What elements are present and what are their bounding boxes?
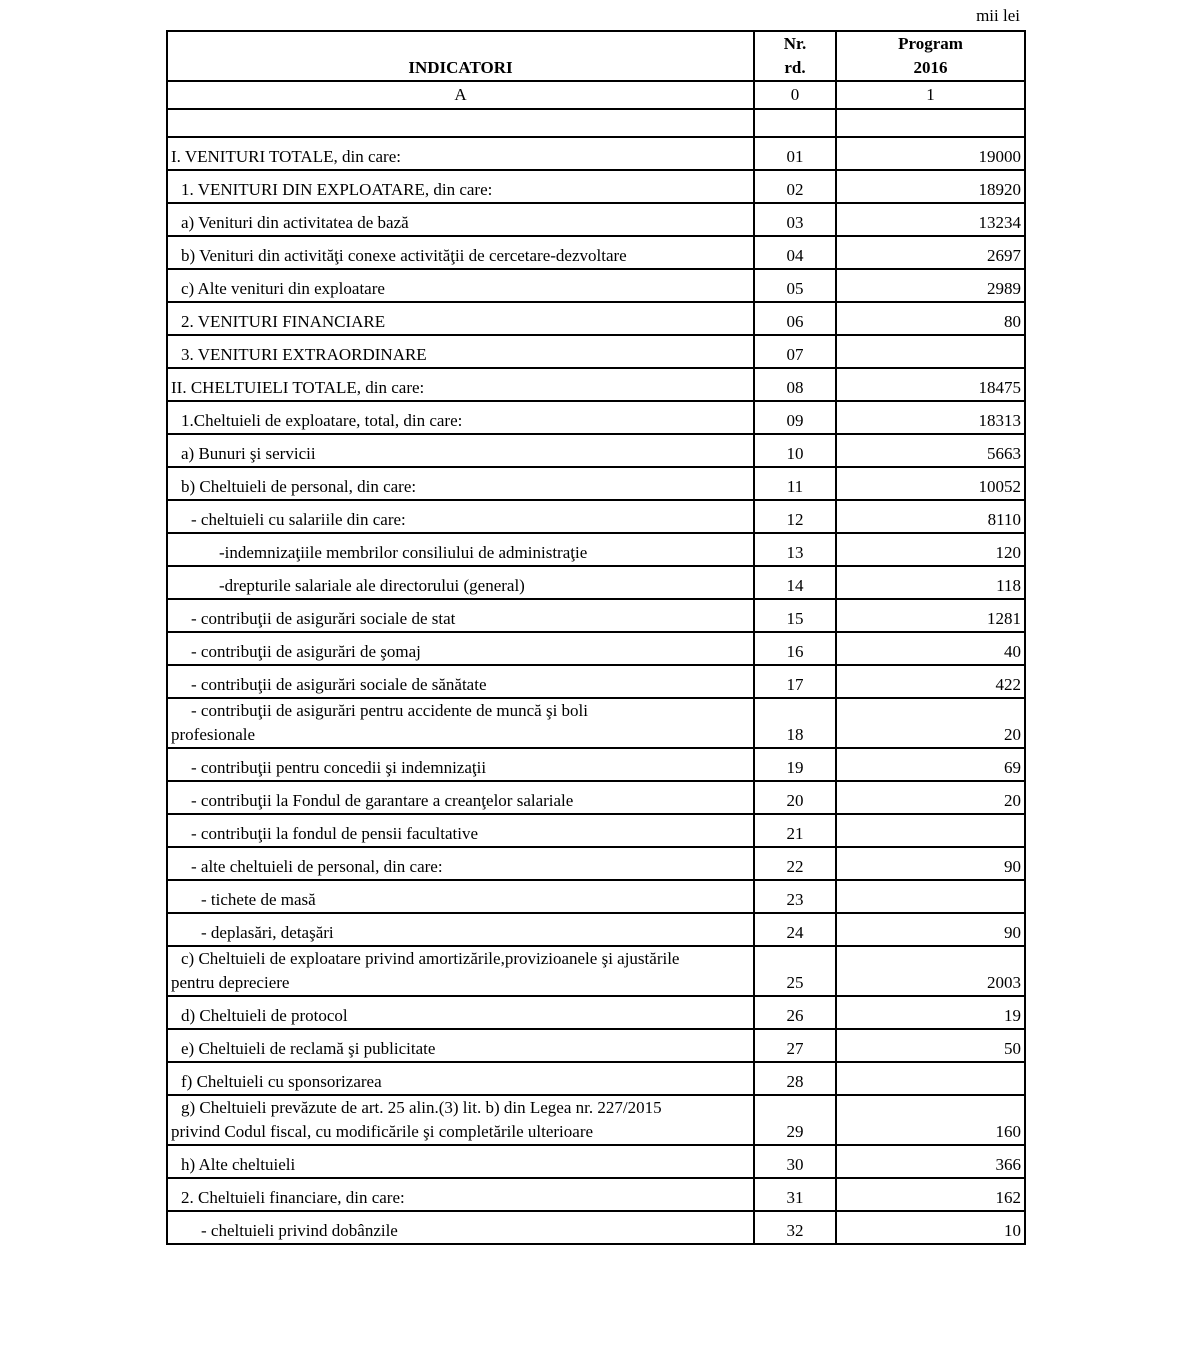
row-number: 16: [754, 632, 836, 665]
column-index-a: A: [167, 81, 754, 109]
indicator-label: 3. VENITURI EXTRAORDINARE: [167, 335, 754, 368]
row-number: 03: [754, 203, 836, 236]
program-value: 20: [836, 781, 1025, 814]
indicator-label: a) Venituri din activitatea de bază: [167, 203, 754, 236]
indicator-label: -indemnizaţiile membrilor consiliului de administraţie: [167, 533, 754, 566]
program-value: 90: [836, 847, 1025, 880]
row-number: 09: [754, 401, 836, 434]
table-row: [167, 533, 1025, 566]
program-value: [836, 335, 1025, 368]
indicator-label: - cheltuieli privind dobânzile: [167, 1211, 754, 1244]
indicator-label: h) Alte cheltuieli: [167, 1145, 754, 1178]
program-value: 10052: [836, 467, 1025, 500]
indicator-label: - contribuţii de asigurări pentru accidente de muncă şi boli profesionale: [167, 698, 754, 748]
program-value: 118: [836, 566, 1025, 599]
table-row: [167, 335, 1025, 368]
program-value: 90: [836, 913, 1025, 946]
table-body: [167, 81, 1025, 1244]
table-row: [167, 880, 1025, 913]
program-value: 20: [836, 698, 1025, 748]
indicator-label: 2. Cheltuieli financiare, din care:: [167, 1178, 754, 1211]
blank-row: [167, 109, 1025, 137]
program-value: [836, 814, 1025, 847]
indicator-label: g) Cheltuieli prevăzute de art. 25 alin.(3) lit. b) din Legea nr. 227/2015 privind Codul fiscal, cu modificările şi completările ulterioare: [167, 1095, 754, 1145]
table-row: [167, 236, 1025, 269]
program-value: 2003: [836, 946, 1025, 996]
indicator-label: - contribuţii la Fondul de garantare a creanţelor salariale: [167, 781, 754, 814]
indicator-label: I. VENITURI TOTALE, din care:: [167, 137, 754, 170]
table-row: [167, 1145, 1025, 1178]
blank-cell: [836, 109, 1025, 137]
row-number: 30: [754, 1145, 836, 1178]
blank-cell: [754, 109, 836, 137]
table-row: [167, 302, 1025, 335]
row-number: 08: [754, 368, 836, 401]
table-row: [167, 1029, 1025, 1062]
indicator-label: a) Bunuri şi servicii: [167, 434, 754, 467]
header-program-line1: Program: [898, 34, 963, 53]
row-number: 12: [754, 500, 836, 533]
row-number: 13: [754, 533, 836, 566]
program-value: 160: [836, 1095, 1025, 1145]
row-number: 21: [754, 814, 836, 847]
row-number: 23: [754, 880, 836, 913]
program-value: 5663: [836, 434, 1025, 467]
indicator-label: - alte cheltuieli de personal, din care:: [167, 847, 754, 880]
table-row: [167, 368, 1025, 401]
program-value: 162: [836, 1178, 1025, 1211]
table-row: [167, 170, 1025, 203]
table-row: [167, 996, 1025, 1029]
row-number: 29: [754, 1095, 836, 1145]
header-row-number: [754, 31, 836, 81]
indicator-label: - cheltuieli cu salariile din care:: [167, 500, 754, 533]
header-program-line2: 2016: [913, 58, 948, 77]
indicator-label: b) Venituri din activităţi conexe activităţii de cercetare-dezvoltare: [167, 236, 754, 269]
indicator-label: b) Cheltuieli de personal, din care:: [167, 467, 754, 500]
program-value: 1281: [836, 599, 1025, 632]
row-number: 14: [754, 566, 836, 599]
header-indicators: INDICATORI: [167, 31, 754, 81]
table-row: [167, 566, 1025, 599]
row-number: 24: [754, 913, 836, 946]
unit-label: mii lei: [976, 6, 1020, 25]
indicator-label: c) Cheltuieli de exploatare privind amortizările,provizioanele şi ajustările pentru depreciere: [167, 946, 754, 996]
row-number: 26: [754, 996, 836, 1029]
program-value: 19: [836, 996, 1025, 1029]
row-number: 01: [754, 137, 836, 170]
table-row: [167, 748, 1025, 781]
indicator-label: 1.Cheltuieli de exploatare, total, din care:: [167, 401, 754, 434]
table-row: [167, 781, 1025, 814]
program-value: 366: [836, 1145, 1025, 1178]
table-row: [167, 913, 1025, 946]
row-number: 07: [754, 335, 836, 368]
table-row: [167, 401, 1025, 434]
program-value: 422: [836, 665, 1025, 698]
header-program: [836, 31, 1025, 81]
indicator-label: - contribuţii pentru concedii şi indemnizaţii: [167, 748, 754, 781]
program-value: [836, 880, 1025, 913]
indicator-label: - contribuţii la fondul de pensii facultative: [167, 814, 754, 847]
row-number: 15: [754, 599, 836, 632]
indicator-label: - deplasări, detaşări: [167, 913, 754, 946]
program-value: 80: [836, 302, 1025, 335]
column-index-0: 0: [754, 81, 836, 109]
indicator-label: d) Cheltuieli de protocol: [167, 996, 754, 1029]
indicator-label: II. CHELTUIELI TOTALE, din care:: [167, 368, 754, 401]
program-value: 2989: [836, 269, 1025, 302]
table-header: [167, 31, 1025, 81]
table-row: [167, 632, 1025, 665]
row-number: 17: [754, 665, 836, 698]
indicator-label: f) Cheltuieli cu sponsorizarea: [167, 1062, 754, 1095]
table-row: [167, 1211, 1025, 1244]
table-row: [167, 946, 1025, 996]
table-row: [167, 814, 1025, 847]
table-row: [167, 467, 1025, 500]
indicator-label: - tichete de masă: [167, 880, 754, 913]
program-value: 10: [836, 1211, 1025, 1244]
table-row: [167, 203, 1025, 236]
row-number: 19: [754, 748, 836, 781]
row-number: 31: [754, 1178, 836, 1211]
row-number: 27: [754, 1029, 836, 1062]
table-row: [167, 599, 1025, 632]
program-value: [836, 1062, 1025, 1095]
blank-cell: [167, 109, 754, 137]
table-row: [167, 698, 1025, 748]
row-number: 02: [754, 170, 836, 203]
row-number: 11: [754, 467, 836, 500]
indicator-label: c) Alte venituri din exploatare: [167, 269, 754, 302]
table-row: [167, 137, 1025, 170]
indicator-label: e) Cheltuieli de reclamă şi publicitate: [167, 1029, 754, 1062]
program-value: 18920: [836, 170, 1025, 203]
table-row: [167, 500, 1025, 533]
indicator-label: - contribuţii de asigurări sociale de sănătate: [167, 665, 754, 698]
row-number: 20: [754, 781, 836, 814]
row-number: 06: [754, 302, 836, 335]
program-value: 8110: [836, 500, 1025, 533]
row-number: 28: [754, 1062, 836, 1095]
program-value: 13234: [836, 203, 1025, 236]
row-number: 04: [754, 236, 836, 269]
program-value: 40: [836, 632, 1025, 665]
row-number: 22: [754, 847, 836, 880]
row-number: 10: [754, 434, 836, 467]
row-number: 05: [754, 269, 836, 302]
header-nr-line2: rd.: [784, 58, 806, 77]
table-row: [167, 1095, 1025, 1145]
program-value: 69: [836, 748, 1025, 781]
indicator-label: - contribuţii de asigurări de şomaj: [167, 632, 754, 665]
program-value: 18475: [836, 368, 1025, 401]
column-index-row: [167, 81, 1025, 109]
program-value: 18313: [836, 401, 1025, 434]
indicator-label: - contribuţii de asigurări sociale de stat: [167, 599, 754, 632]
table-row: [167, 269, 1025, 302]
table-row: [167, 1062, 1025, 1095]
column-index-1: 1: [836, 81, 1025, 109]
indicator-label: -drepturile salariale ale directorului (general): [167, 566, 754, 599]
table-row: [167, 434, 1025, 467]
row-number: 25: [754, 946, 836, 996]
program-value: 50: [836, 1029, 1025, 1062]
table-row: [167, 847, 1025, 880]
indicator-label: 2. VENITURI FINANCIARE: [167, 302, 754, 335]
program-value: 120: [836, 533, 1025, 566]
indicator-label: 1. VENITURI DIN EXPLOATARE, din care:: [167, 170, 754, 203]
budget-table: [166, 30, 1026, 1245]
row-number: 32: [754, 1211, 836, 1244]
row-number: 18: [754, 698, 836, 748]
program-value: 19000: [836, 137, 1025, 170]
header-nr-line1: Nr.: [783, 34, 807, 53]
table-row: [167, 665, 1025, 698]
program-value: 2697: [836, 236, 1025, 269]
table-row: [167, 1178, 1025, 1211]
